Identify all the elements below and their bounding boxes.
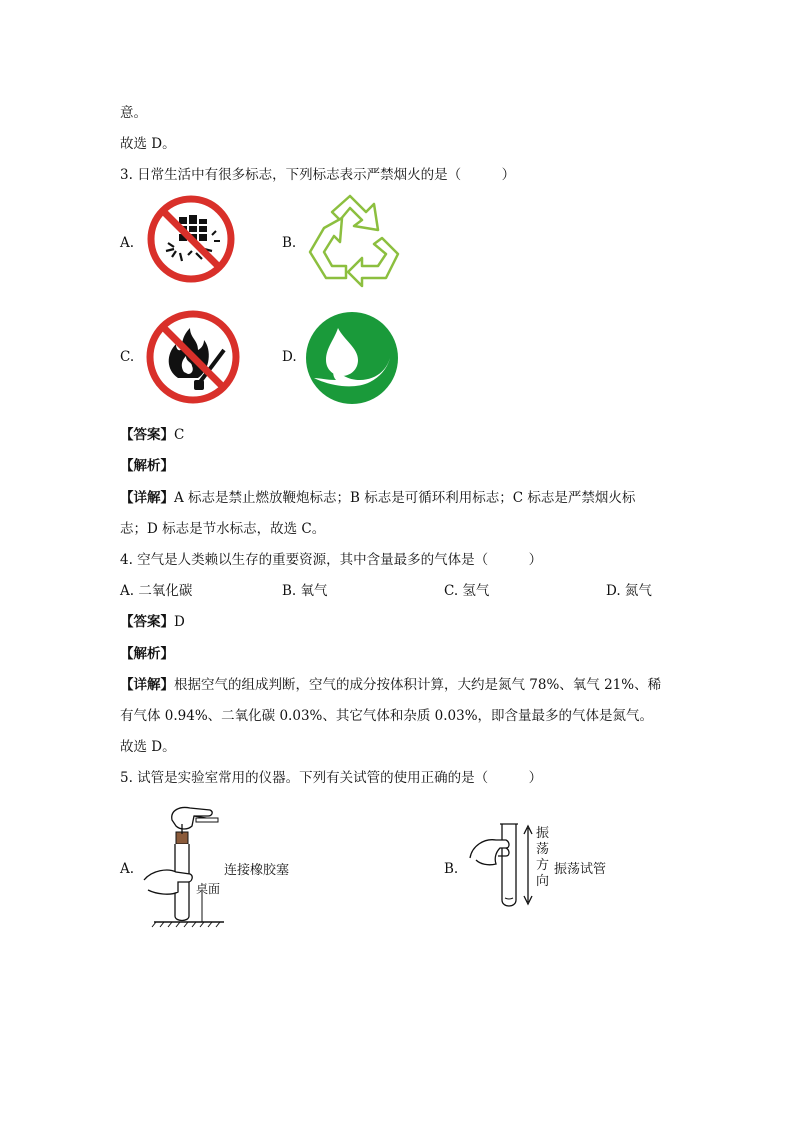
detail-tag: 【详解】 xyxy=(120,490,174,506)
question-5: 5. 试管是实验室常用的仪器。下列有关试管的使用正确的是（ ） xyxy=(120,770,543,786)
text-line-1: 意。 xyxy=(120,105,147,121)
q5-option-a-table-label: 桌面 xyxy=(196,882,221,896)
shake-direction-char-1: 振 xyxy=(536,826,550,841)
q4-option-c: C. 氢气 xyxy=(444,583,490,599)
shake-direction-char-4: 向 xyxy=(536,874,550,889)
shake-direction-char-3: 方 xyxy=(536,858,550,873)
q3-answer xyxy=(120,426,184,444)
answer-value: D xyxy=(174,614,185,630)
shake-test-tube-figure xyxy=(466,818,538,914)
detail-text: 根据空气的组成判断，空气的成分按体积计算，大约是氮气 78%、氧气 21%、稀 xyxy=(174,677,662,693)
q3-option-c-label: C. xyxy=(120,349,135,365)
no-firecracker-sign xyxy=(142,195,240,287)
shake-direction-label xyxy=(536,826,550,890)
q4-option-d: D. 氮气 xyxy=(606,583,652,599)
q4-detail-2: 有气体 0.94%、二氧化碳 0.03%、其它气体和杂质 0.03%，即含量最多的气体是氮气。 xyxy=(120,708,654,724)
q4-analysis-tag: 【解析】 xyxy=(120,646,174,662)
q4-conclusion: 故选 D。 xyxy=(120,739,176,755)
q3-detail-2: 志；D 标志是节水标志，故选 C。 xyxy=(120,521,326,537)
q3-option-a-label: A. xyxy=(120,235,135,251)
q5-option-a-label: A. xyxy=(120,861,135,877)
q5-option-a-caption: 连接橡胶塞 xyxy=(224,863,290,878)
answer-tag: 【答案】 xyxy=(120,614,174,630)
shake-direction-char-2: 荡 xyxy=(536,842,550,857)
q4-option-a: A. 二氧化碳 xyxy=(120,583,193,599)
q3-option-b-label: B. xyxy=(282,235,297,251)
question-3: 3. 日常生活中有很多标志，下列标志表示严禁烟火的是（ ） xyxy=(120,167,516,183)
detail-text: A 标志是禁止燃放鞭炮标志；B 标志是可循环利用标志；C 标志是严禁烟火标 xyxy=(174,490,636,506)
q3-detail-1 xyxy=(120,489,635,507)
q4-detail-1 xyxy=(120,676,661,694)
detail-tag: 【详解】 xyxy=(120,677,174,693)
recycle-sign xyxy=(302,192,406,294)
answer-value: C xyxy=(174,427,185,443)
question-4: 4. 空气是人类赖以生存的重要资源，其中含量最多的气体是（ ） xyxy=(120,552,543,568)
stopper-test-tube-figure xyxy=(140,800,232,932)
q4-answer xyxy=(120,613,185,631)
q3-analysis-tag: 【解析】 xyxy=(120,458,174,474)
q5-option-b-caption: 振荡试管 xyxy=(554,862,607,877)
water-saving-sign xyxy=(304,310,400,410)
answer-tag: 【答案】 xyxy=(120,427,174,443)
q3-option-d-label: D. xyxy=(282,349,297,365)
text-line-2: 故选 D。 xyxy=(120,136,176,152)
q5-option-b-label: B. xyxy=(444,861,459,877)
q4-option-b: B. 氧气 xyxy=(282,583,328,599)
no-fire-sign xyxy=(142,308,244,410)
